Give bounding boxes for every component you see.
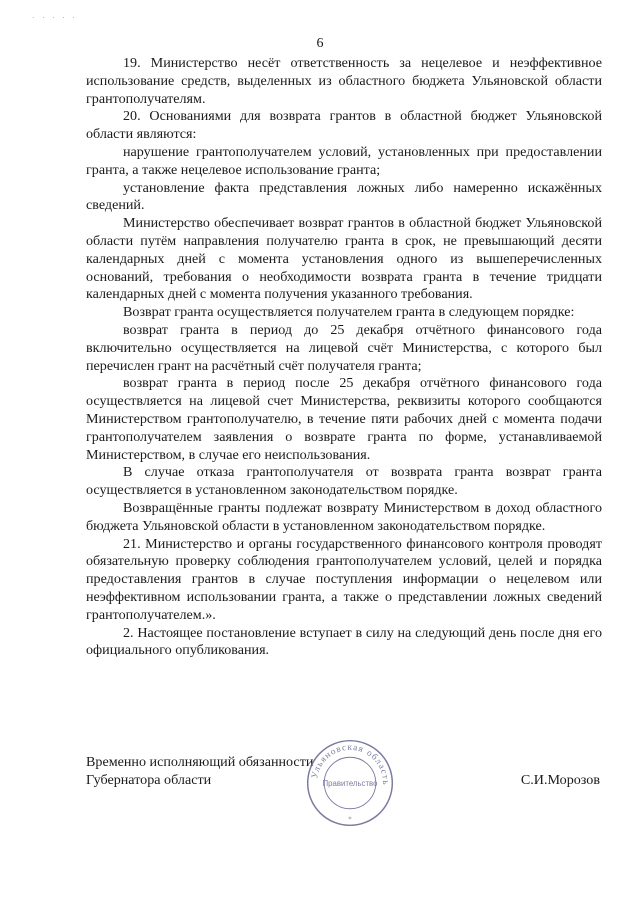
paragraph: 19. Министерство несёт ответственность за нецелевое и неэффективное использование средств, выделенных из областного бюджета Ульяновской области грантополучателям.: [86, 55, 602, 107]
paragraph: 20. Основаниями для возврата грантов в областной бюджет Ульяновской области являются:: [86, 108, 602, 143]
seal-star: *: [348, 814, 352, 824]
signatory-title-line: Временно исполняющий обязанности: [86, 754, 314, 770]
paragraph: нарушение грантополучателем условий, установленных при предоставлении гранта, а также нецелевое использование гранта;: [86, 143, 602, 178]
signatory-title-line: Губернатора области: [86, 772, 212, 788]
paragraph: Возвращённые гранты подлежат возврату Министерством в доход областного бюджета Ульяновской области в установленном законодательством порядке.: [86, 499, 602, 534]
paragraph: Министерство обеспечивает возврат грантов в областной бюджет Ульяновской области путём направления получателю гранта в срок, не превышающий десяти календарных дней с момента установления одного из вышеперечисленных оснований, требования о необходимости возврата гранта в течение тридцати календарных дней с момента получения указанного требования.: [86, 215, 602, 303]
signatory-name: С.И.Морозов: [520, 772, 600, 788]
paragraph: В случае отказа грантополучателя от возврата гранта возврат гранта осуществляется в установленном законодательством порядке.: [86, 464, 602, 499]
signatory-title: [86, 753, 313, 789]
document-body: [86, 55, 602, 660]
paragraph: 2. Настоящее постановление вступает в силу на следующий день после дня его официального опубликования.: [86, 624, 602, 659]
page-number: 6: [316, 36, 324, 51]
paragraph: возврат гранта в период после 25 декабря отчётного финансового года осуществляется на лицевой счет Министерства, реквизиты которого сообщаются Министерством грантополучателю, в течение пяти рабочих дней с момента подачи грантополучателем заявления о возврате гранта по форме, устанавливаемой Министерством, в случае его неиспользования.: [86, 375, 602, 463]
seal-ring-text: Ульяновская область: [309, 741, 392, 786]
paragraph: установление факта представления ложных либо намеренно искажённых сведений.: [86, 179, 602, 214]
official-seal: [304, 737, 396, 829]
paragraph: 21. Министерство и органы государственного финансового контроля проводят обязательную проверку соблюдения грантополучателем условий, целей и порядка предоставления грантов в случае поступления информации о нецелевом или неэффективном использовании гранта, а также о представлении ложных сведений грантополучателем.».: [86, 535, 602, 623]
paragraph: Возврат гранта осуществляется получателем гранта в следующем порядке:: [123, 304, 575, 321]
seal-center-text: Правительство: [322, 778, 378, 788]
paragraph: возврат гранта в период до 25 декабря отчётного финансового года включительно осуществляется на лицевой счёт Министерства, с которого был перечислен грант на расчётный счёт получателя гранта;: [86, 321, 602, 374]
scan-artifact: · · · · ·: [32, 14, 78, 22]
